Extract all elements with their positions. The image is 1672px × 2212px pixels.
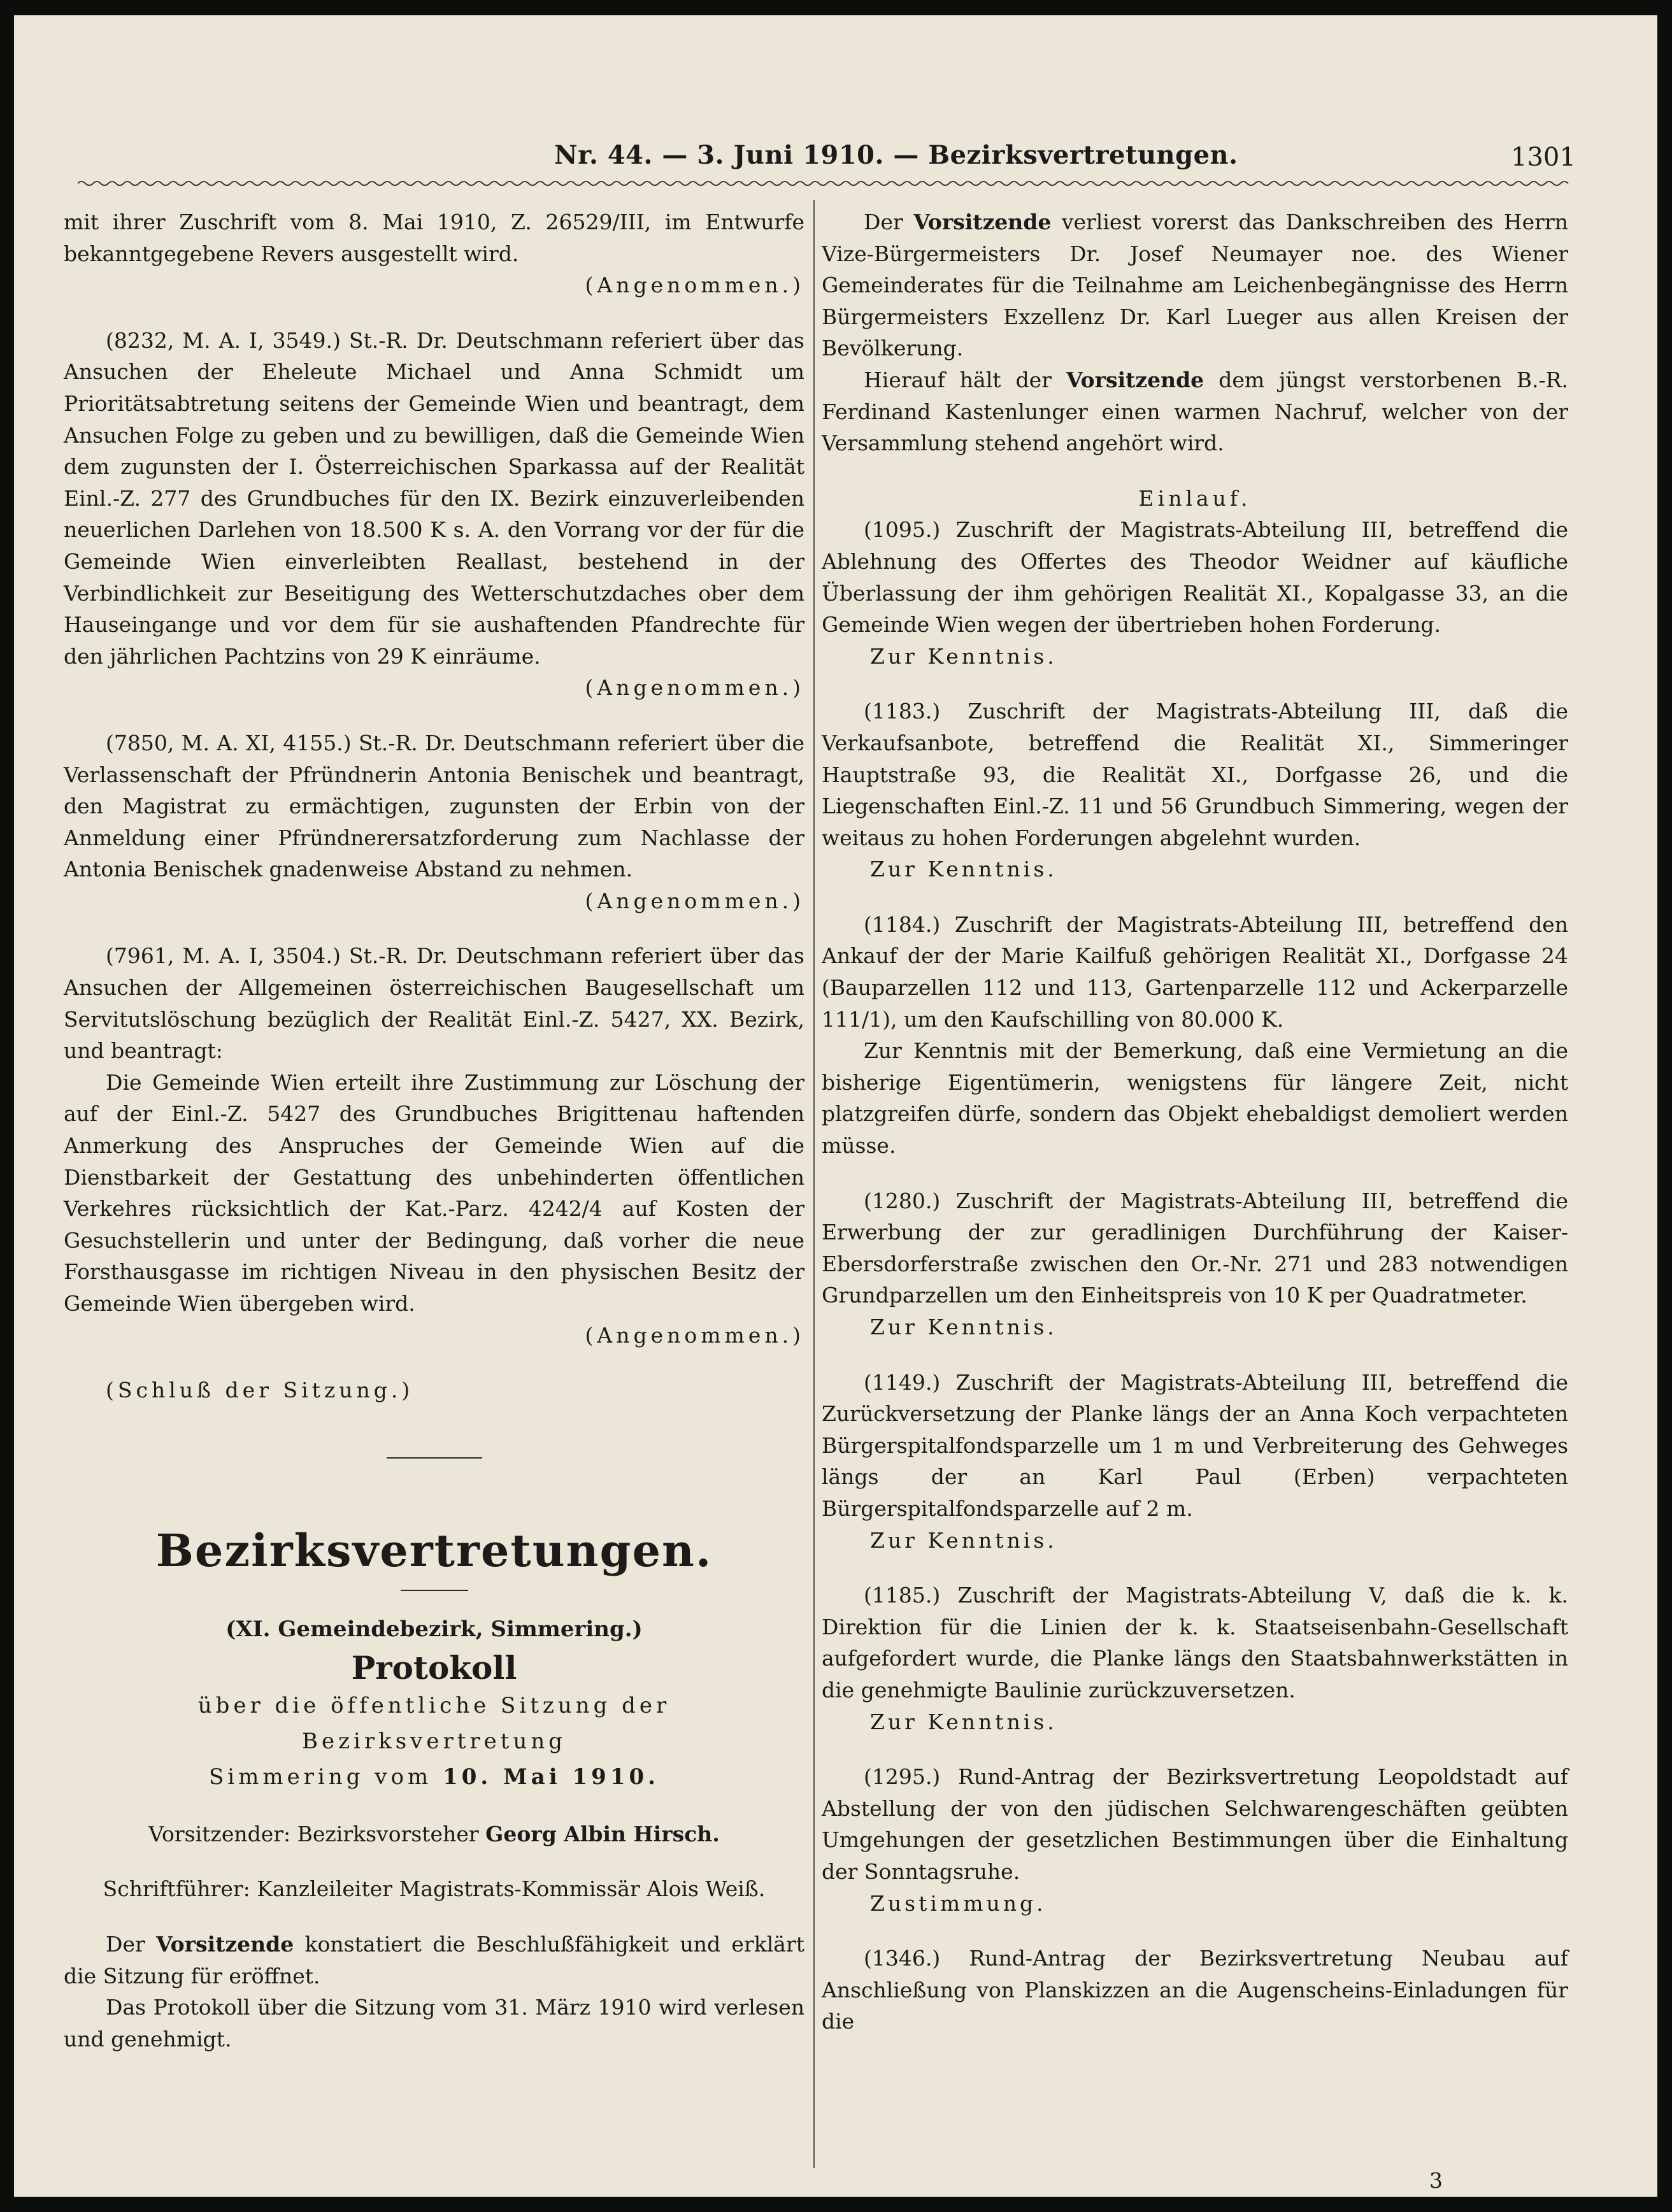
chair-word: Vorsitzende — [1066, 367, 1204, 392]
item-1185: (1185.) Zuschrift der Magistrats-Abteilung V, daß die k. k. Direktion für die Linien der k. k. Staatseisenbahn-Gesellschaft aufgefordert wurde, die Planke längs den Staatsbahnwerkstätten in die genehmigte Baulinie zurückzuversetzen. — [822, 1583, 1568, 1702]
secretary-line: Schriftführer: Kanzleileiter Magistrats-Kommissär Alois Weiß. — [103, 1876, 766, 1902]
item-1184: (1184.) Zuschrift der Magistrats-Abteilung III, betreffend den Ankauf der der Marie Kailfuß gehörigen Realität XI., Dorfgasse 24 (Bauparzellen 112 und 113, Gartenparzelle 112 und Ackerparzelle 111/1), um den Kaufschilling von 80.000 K. — [822, 911, 1568, 1032]
title-divider — [401, 1590, 468, 1591]
header-wavy-rule — [78, 180, 1575, 187]
einlauf-heading: Einlauf. — [1138, 485, 1252, 511]
paragraph-obituary: Hierauf hält der Vorsitzende dem jüngst verstorbenen B.-R. Ferdinand Kastenlunger einen warmen Nachruf, welcher von der Versammlung stehend angehört wird. — [822, 367, 1568, 456]
item-1095: (1095.) Zuschrift der Magistrats-Abteilung III, betreffend die Ablehnung des Offertes des Theodor Weidner auf käufliche Überlassung der ihm gehörigen Realität XI., Kopalgasse 33, an die Gemeinde Wien wegen der übertrieben hohen Forderung. — [822, 517, 1568, 638]
chair-word: Vorsitzende — [156, 1931, 294, 1957]
result-zur-kenntnis: Zur Kenntnis. — [870, 857, 1057, 882]
session-line-1: über die öffentliche Sitzung der Bezirksvertretung — [197, 1692, 671, 1754]
result-angenommen: (Angenommen.) — [585, 1322, 804, 1348]
paragraph-7961: (7961, M. A. I, 3504.) St.-R. Dr. Deutschmann referiert über das Ansuchen der Allgemeinen österreichischen Baugesellschaft um Servitutslöschung bezüglich der Realität Einl.-Z. 5427, XX. Bezirk, und beantragt: — [64, 943, 804, 1064]
signature-mark: 3 — [1429, 2168, 1443, 2193]
district-heading: (XI. Gemeindebezirk, Simmering.) — [225, 1616, 643, 1642]
session-line-2 — [64, 1759, 804, 1795]
result-zur-kenntnis: Zur Kenntnis. — [870, 643, 1057, 669]
paragraph-revers: mit ihrer Zuschrift vom 8. Mai 1910, Z. 26529/III, im Entwurfe bekanntgegebene Revers ausgestellt wird. — [64, 210, 804, 266]
chair-label: Vorsitzender: Bezirksvorsteher — [148, 1821, 479, 1846]
item-1149: (1149.) Zuschrift der Magistrats-Abteilung III, betreffend die Zurückversetzung der Planke längs der an Anna Koch verpachteten Bürgerspitalfondsparzelle um 1 m und Verbreiterung des Gehweges längs der an Karl Paul (Erben) verpachteten Bürgerspitalfondsparzelle auf 2 m. — [822, 1369, 1568, 1521]
protokoll-heading: Protokoll — [351, 1648, 517, 1687]
right-column — [822, 206, 1568, 2037]
item-1346: (1346.) Rund-Antrag der Bezirksvertretung Neubau auf Anschließung von Planskizzen an die Augenscheins-Einladungen für die — [822, 1946, 1568, 2034]
paragraph-thanks: Der Vorsitzende verliest vorerst das Dankschreiben des Herrn Vize-Bürgermeisters Dr. Josef Neumayer noe. des Wiener Gemeinderates für die Teilnahme am Leichenbegängnisse des Herrn Bürgermeisters Exzellenz Dr. Karl Lueger aus allen Kreisen der Bevölkerung. — [822, 210, 1568, 361]
section-title: Bezirksvertretungen. — [155, 1523, 713, 1577]
result-angenommen: (Angenommen.) — [585, 675, 804, 701]
column-divider — [813, 200, 815, 2168]
paragraph-minutes: Das Protokoll über die Sitzung vom 31. März 1910 wird verlesen und genehmigt. — [64, 1995, 804, 2051]
item-1183: (1183.) Zuschrift der Magistrats-Abteilung III, daß die Verkaufsanbote, betreffend die Realität XI., Simmeringer Hauptstraße 93, die Realität XI., Dorfgasse 26, und die Liegenschaften Einl.-Z. 11 und 56 Grundbuch Simmering, wegen der weitaus zu hohen Forderungen abgelehnt wurden. — [822, 699, 1568, 850]
session-date: 10. Mai 1910. — [443, 1764, 659, 1790]
session-line-2-text: Simmering vom — [209, 1764, 432, 1790]
result-angenommen: (Angenommen.) — [585, 273, 804, 298]
chair-line — [64, 1818, 804, 1850]
paragraph-8232: (8232, M. A. I, 3549.) St.-R. Dr. Deutschmann referiert über das Ansuchen der Eheleute Michael und Anna Schmidt um Prioritätsabtretung seitens der Gemeinde Wien und beantragt, dem Ansuchen Folge zu geben und zu bewilligen, daß die Gemeinde Wien dem zugunsten der I. Österreichischen Sparkassa auf der Realität Einl.-Z. 277 des Grundbuches für den IX. Bezirk einzuverleibenden neuerlichen Darlehen von 18.500 K s. A. den Vorrang vor der für die Gemeinde Wien einverleibten Reallast, bestehend in der Verbindlichkeit zur Beseitigung des Wetterschutzdaches ober dem Hauseingange und vor dem für sie aushaftenden Pfandrechte für den jährlichen Pachtzins von 29 K einräume. — [64, 327, 804, 669]
result-angenommen: (Angenommen.) — [585, 888, 804, 913]
header-title: Nr. 44. — 3. Juni 1910. — Bezirksvertretungen. — [554, 140, 1238, 170]
result-zur-kenntnis: Zur Kenntnis. — [870, 1709, 1057, 1734]
left-column — [64, 206, 804, 2055]
item-1295: (1295.) Rund-Antrag der Bezirksvertretung Leopoldstadt auf Abstellung der von den jüdischen Selchwarengeschäften geübten Umgehungen der gesetzlichen Bestimmungen über die Einhaltung der Sonntagsruhe. — [822, 1764, 1568, 1884]
paragraph-opening: Der Vorsitzende konstatiert die Beschlußfähigkeit und erklärt die Sitzung für eröffnet. — [64, 1931, 804, 1988]
chair-name: Georg Albin Hirsch. — [485, 1821, 720, 1846]
session-close: (Schluß der Sitzung.) — [106, 1378, 414, 1403]
page-number: 1301 — [1511, 143, 1576, 172]
section-divider — [387, 1457, 482, 1459]
result-zur-kenntnis: Zur Kenntnis. — [870, 1315, 1057, 1339]
item-1280: (1280.) Zuschrift der Magistrats-Abteilung III, betreffend die Erwerbung der zur geradlinigen Durchführung der Kaiser-Ebersdorferstraße zwischen den Or.-Nr. 271 und 283 notwendigen Grundparzellen um den Einheitspreis von 10 K per Quadratmeter. — [822, 1188, 1568, 1308]
running-header — [14, 140, 1657, 178]
paragraph-7850: (7850, M. A. XI, 4155.) St.-R. Dr. Deutschmann referiert über die Verlassenschaft der Pfründnerin Antonia Benischek und beantragt, den Magistrat zu ermächtigen, zugunsten der Erbin von der Anmeldung einer Pfründnerersatzforderung zum Nachlasse der Antonia Benischek gnadenweise Abstand zu nehmen. — [64, 730, 804, 882]
page-sheet — [14, 15, 1657, 2197]
result-zur-kenntnis-note: Zur Kenntnis mit der Bemerkung, daß eine Vermietung an die bisherige Eigentümerin, wenigstens für längere Zeit, nicht platzgreifen dürfe, sondern das Objekt ehebaldigst demoliert werden müsse. — [822, 1038, 1568, 1159]
result-zur-kenntnis: Zur Kenntnis. — [870, 1527, 1057, 1553]
result-zustimmung: Zustimmung. — [870, 1890, 1047, 1916]
chair-word: Vorsitzende — [913, 210, 1052, 234]
paragraph-zustimmung-loeschung: Die Gemeinde Wien erteilt ihre Zustimmung zur Löschung der auf der Einl.-Z. 5427 des Grundbuches Brigittenau haftenden Anmerkung des Anspruches der Gemeinde Wien auf die Dienstbarkeit der Gestattung des unbehinderten öffentlichen Verkehres rücksichtlich der Kat.-Parz. 4242/4 auf Kosten der Gesuchstellerin und unter der Bedingung, daß vorher die neue Forsthausgasse im richtigen Niveau in den physischen Besitz der Gemeinde Wien übergeben wird. — [64, 1069, 804, 1316]
